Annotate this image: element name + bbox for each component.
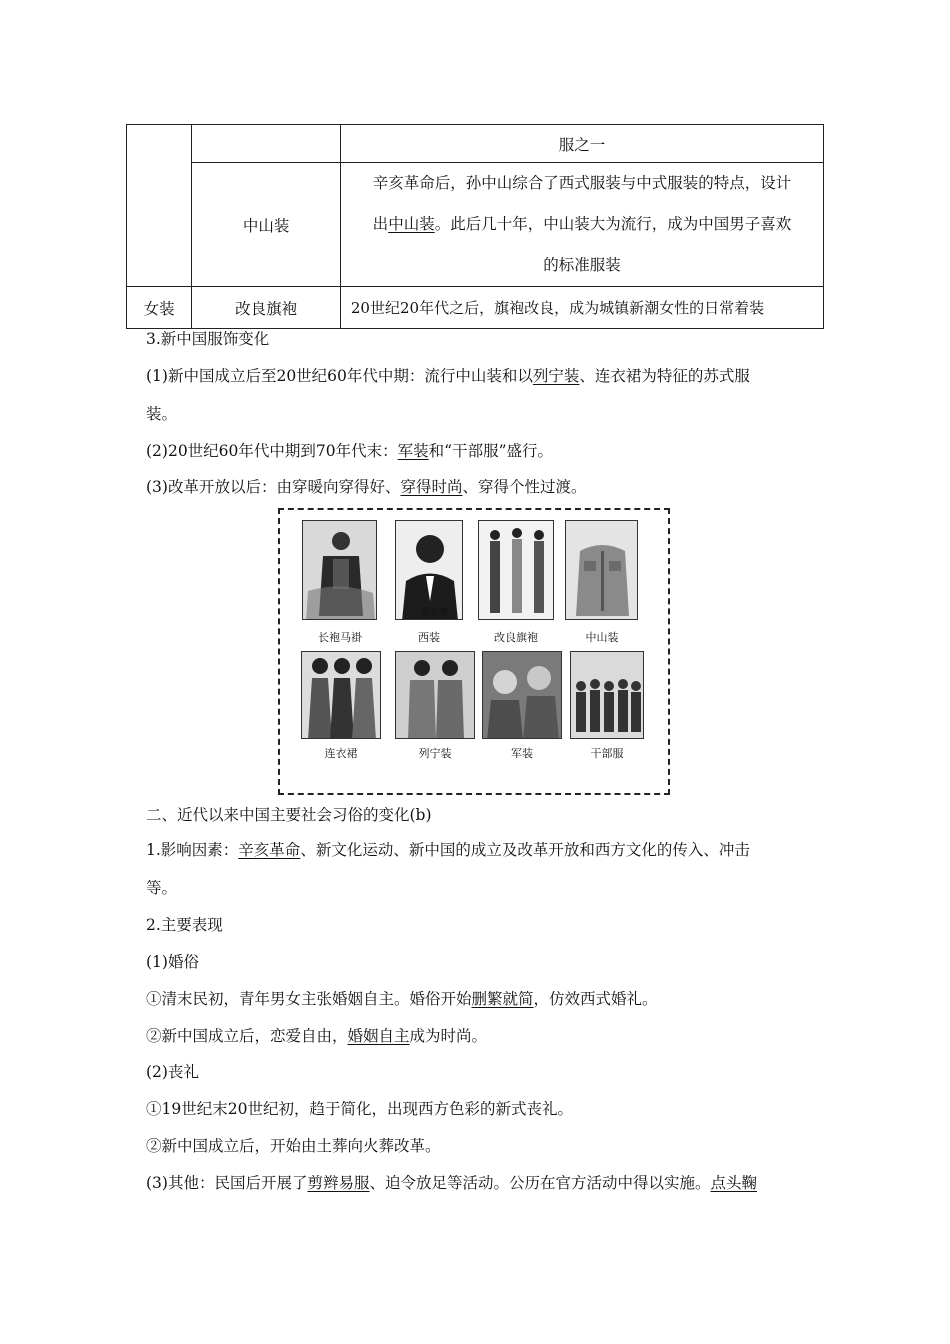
photo-caption: 干部服 <box>590 747 624 760</box>
photo-junzhuang <box>482 651 562 739</box>
paragraph: (1)新中国成立后至20世纪60年代中期：流行中山装和以列宁装、连衣裙为特征的苏式服 <box>146 367 750 385</box>
photo-label: 徐志摩 <box>421 608 449 618</box>
table-cell-desc: 20世纪20年代之后，旗袍改良，成为城镇新潮女性的日常着装 <box>340 287 823 329</box>
photo-lianyiqun <box>301 651 381 739</box>
paragraph: (3)其他：民国后开展了剪辫易服、迫令放足等活动。公历在官方活动中得以实施。点头鞠 <box>146 1174 758 1192</box>
paragraph: (3)改革开放以后：由穿暖向穿得好、穿得时尚、穿得个性过渡。 <box>146 478 587 496</box>
section-title: 2.主要表现 <box>146 916 223 934</box>
photo-caption: 军装 <box>511 747 533 760</box>
table-cell-desc: 服之一 <box>340 125 823 163</box>
table-cell-category: 女装 <box>127 287 192 329</box>
table-cell-name: 中山装 <box>192 163 341 287</box>
paragraph-cont: 等。 <box>146 879 178 897</box>
subsection-title: (2)丧礼 <box>146 1063 199 1081</box>
photo-caption: 列宁装 <box>418 747 452 760</box>
photo-ganbufu <box>570 651 644 739</box>
clothing-table <box>126 124 824 329</box>
table-cell-empty <box>127 125 192 287</box>
paragraph: ①清末民初，青年男女主张婚姻自主。婚俗开始删繁就简，仿效西式婚礼。 <box>146 990 658 1008</box>
photo-zhongshanzhuang <box>565 520 638 620</box>
paragraph-cont: 装。 <box>146 405 178 423</box>
paragraph: 1.影响因素：辛亥革命、新文化运动、新中国的成立及改革开放和西方文化的传入、冲击 <box>146 841 750 859</box>
section-heading: 二、近代以来中国主要社会习俗的变化(b) <box>146 806 432 824</box>
photo-xizhuang <box>395 520 463 620</box>
table-cell-name: 改良旗袍 <box>192 287 341 329</box>
photo-caption: 长袍马褂 <box>318 631 362 644</box>
paragraph: ②新中国成立后，恋爱自由，婚姻自主成为时尚。 <box>146 1027 488 1045</box>
table-cell-desc: 辛亥革命后，孙中山综合了西式服装与中式服装的特点，设计 出中山装。此后几十年，中山装大为流行，成为中国男子喜欢 的标准服装 <box>340 163 823 287</box>
clothing-photo-figure <box>278 508 670 795</box>
table-cell-empty <box>192 125 341 163</box>
section-title: 3.新中国服饰变化 <box>146 330 270 348</box>
paragraph: ②新中国成立后，开始由土葬向火葬改革。 <box>146 1137 441 1155</box>
paragraph: (2)20世纪60年代中期到70年代末：军装和“干部服”盛行。 <box>146 442 554 460</box>
photo-gailiang-qipao <box>478 520 554 620</box>
photo-liningzhuang <box>395 651 475 739</box>
photo-caption: 改良旗袍 <box>494 631 538 644</box>
photo-caption: 西装 <box>418 631 440 644</box>
photo-caption: 中山装 <box>585 631 619 644</box>
photo-changpao-magua <box>302 520 377 620</box>
photo-caption: 连衣裙 <box>324 747 358 760</box>
paragraph: ①19世纪末20世纪初，趋于简化，出现西方色彩的新式丧礼。 <box>146 1100 573 1118</box>
subsection-title: (1)婚俗 <box>146 953 199 971</box>
